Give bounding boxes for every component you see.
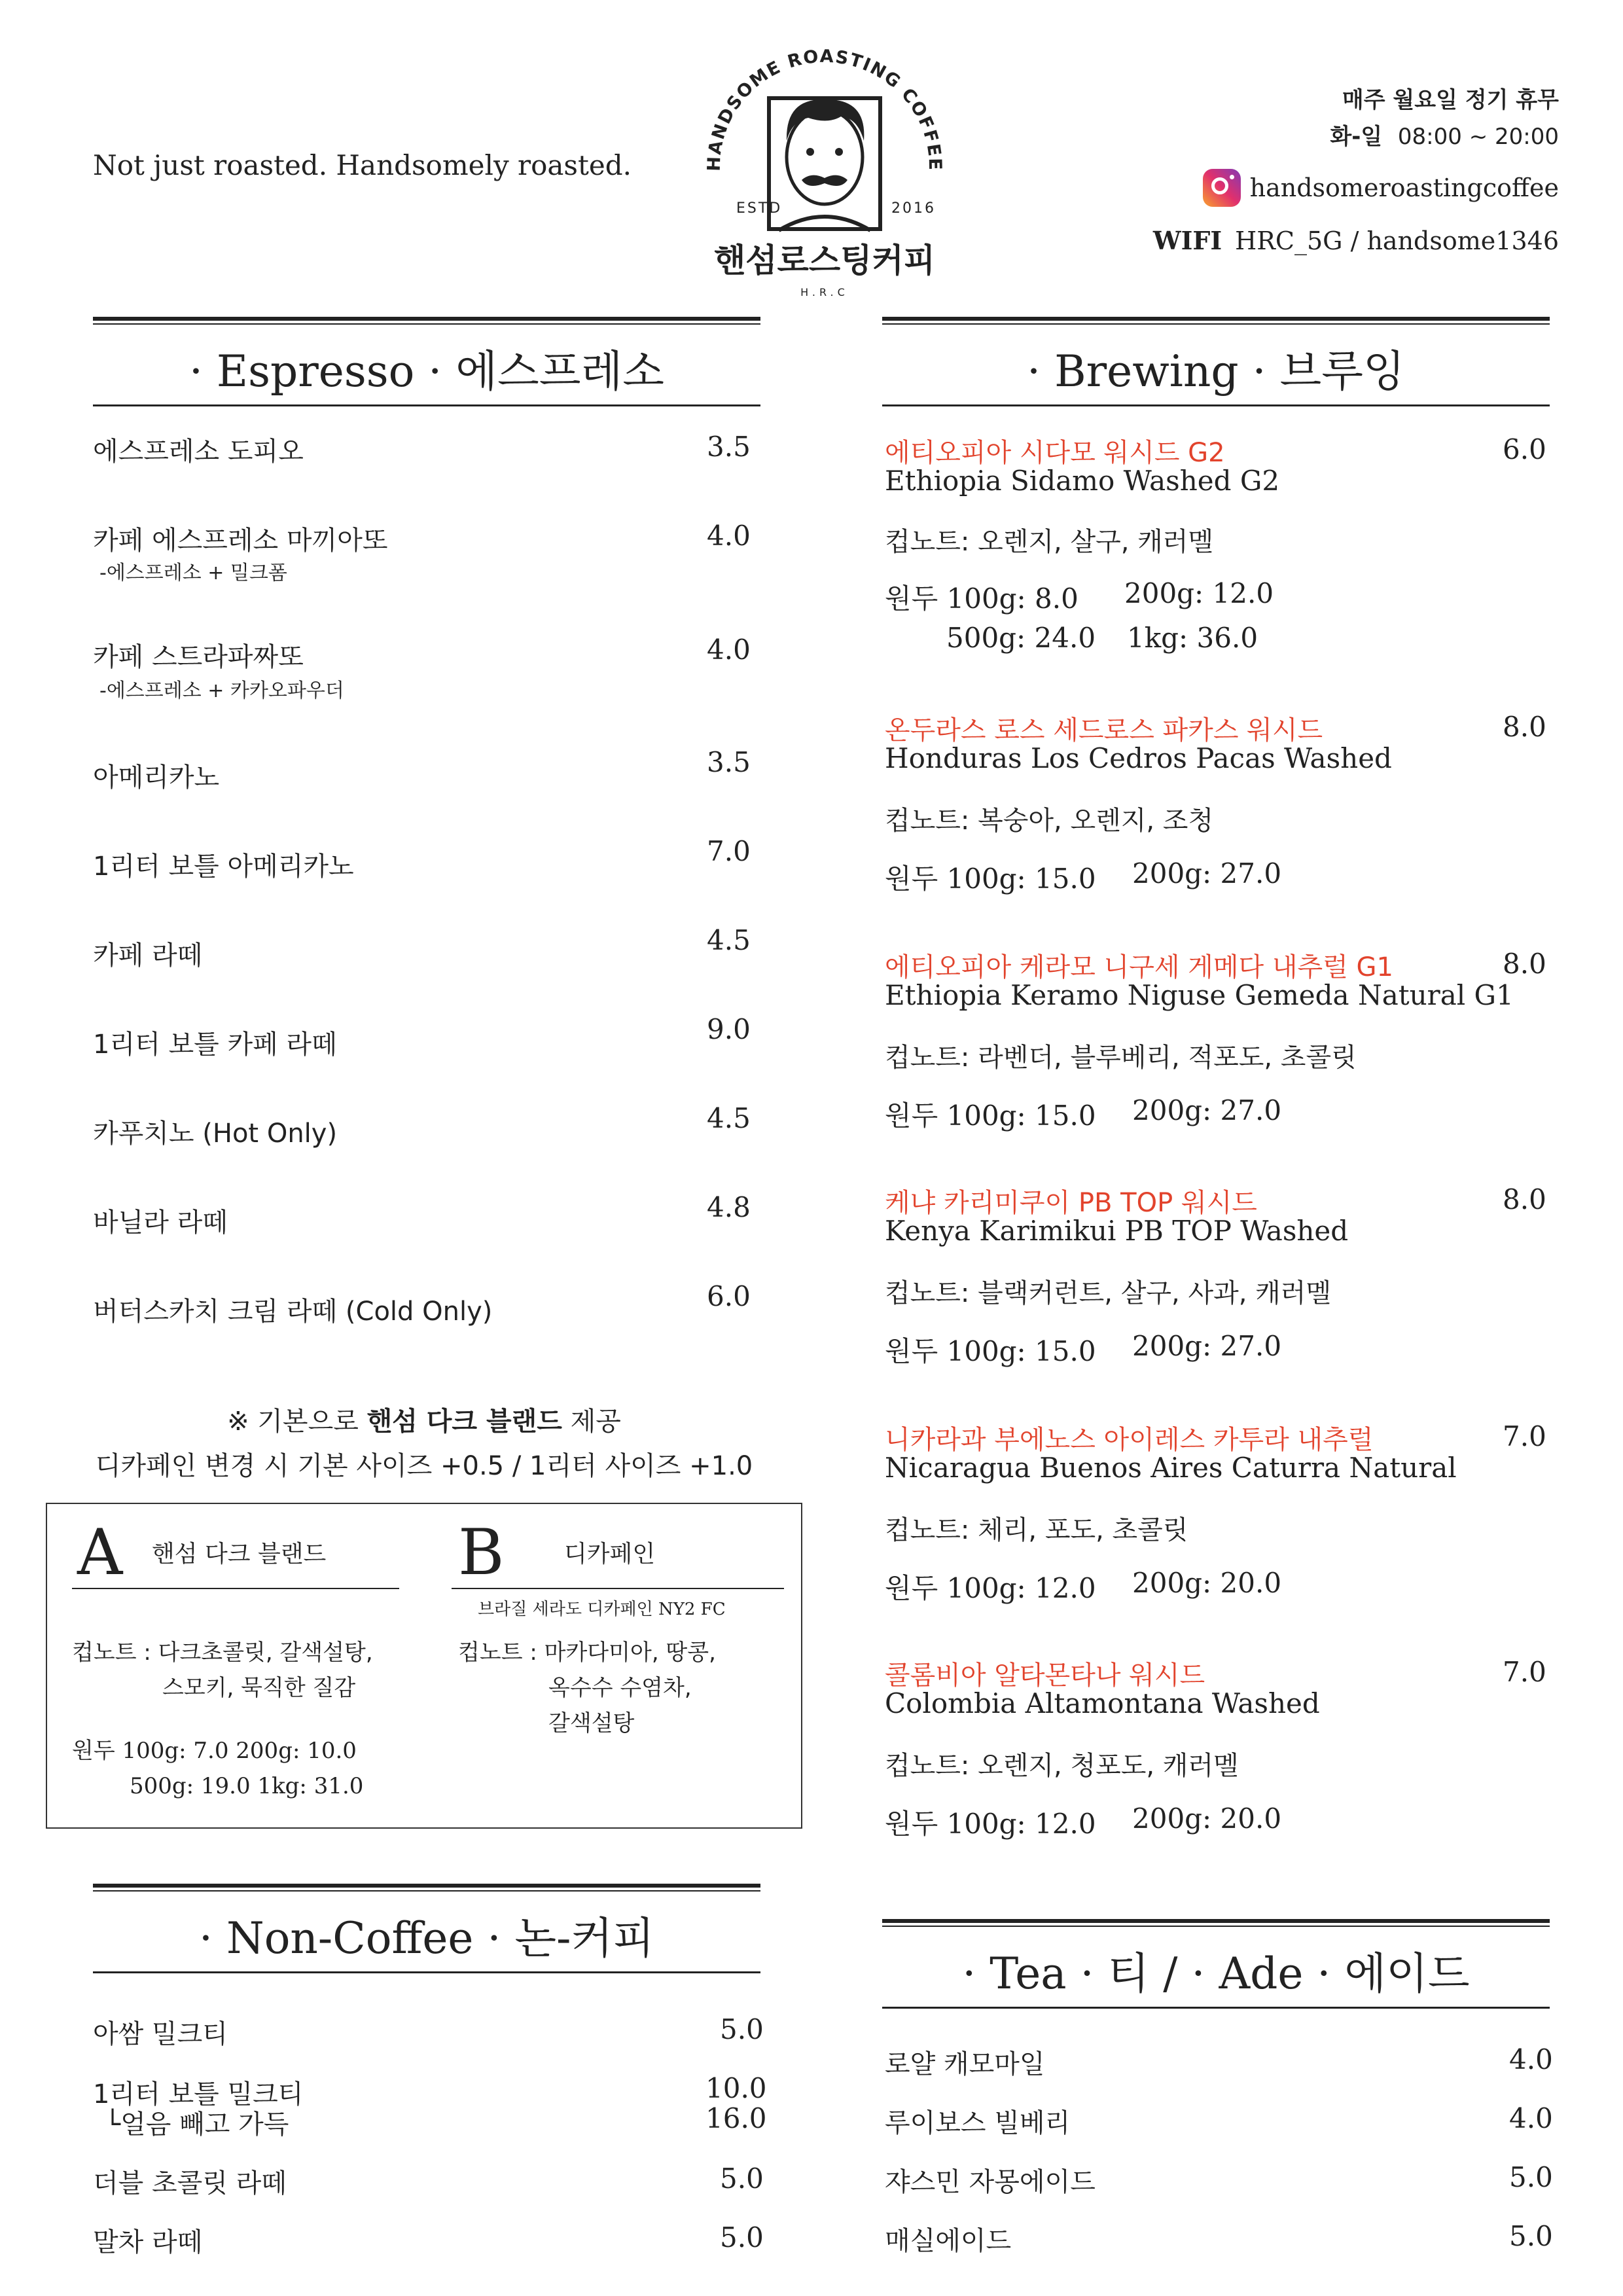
cup-notes: 컵노트: 오렌지, 살구, 캐러멜 <box>885 527 1214 557</box>
menu-item-description: -에스프레소 + 카카오파우더 <box>99 679 344 702</box>
cup-notes-line: 스모키, 묵직한 질감 <box>162 1675 356 1701</box>
wifi-label: WIFI <box>1152 226 1222 255</box>
wifi-value: HRC_5G / handsome1346 <box>1235 226 1559 255</box>
beans-price: 원두 100g: 15.0 <box>885 1100 1096 1132</box>
bean-name-english: Colombia Altamontana Washed <box>885 1687 1320 1719</box>
espresso-title: · Espresso · 에스프레소 <box>188 346 665 397</box>
bean-price: 8.0 <box>1503 1183 1546 1215</box>
menu-item-name: 아메리카노 <box>93 762 220 793</box>
menu-item-price: 5.0 <box>1509 2161 1553 2193</box>
menu-item-price: 3.5 <box>707 746 751 778</box>
bean-name-english: Nicaragua Buenos Aires Caturra Natural <box>885 1452 1457 1484</box>
menu-item-price: 4.0 <box>707 520 751 552</box>
menu-item-price: 10.0 <box>705 2072 767 2104</box>
bean-price: 7.0 <box>1503 1656 1546 1688</box>
bean-name-korean: 니카라과 부에노스 아이레스 카투라 내추럴 <box>885 1425 1374 1455</box>
menu-item-name: 1리터 보틀 밀크티 <box>93 2079 304 2109</box>
cup-notes-line: 옥수수 수염차, <box>548 1675 692 1701</box>
cup-notes-line: 갈색설탕 <box>548 1710 635 1736</box>
beans-price: 500g: 24.0 <box>946 622 1096 654</box>
divider <box>882 1919 1550 1927</box>
cup-notes: 컵노트: 복숭아, 오렌지, 조청 <box>885 806 1214 836</box>
menu-item-name: 1리터 보틀 아메리카노 <box>93 852 354 882</box>
wifi-info <box>1153 226 1559 255</box>
blend-b-letter: B <box>458 1516 505 1589</box>
logo-arc-text: HANDSOME ROASTING COFFEE <box>704 46 946 172</box>
note-prefix: ※ 기본으로 <box>227 1407 367 1437</box>
menu-item-price: 4.5 <box>707 1102 751 1134</box>
bean-price: 6.0 <box>1503 433 1546 465</box>
instagram-icon <box>1203 169 1241 207</box>
menu-item-name: 바닐라 라떼 <box>93 1208 228 1238</box>
menu-item-price: 5.0 <box>720 2221 764 2253</box>
tea-ade-title: · Tea · 티 / · Ade · 에이드 <box>962 1948 1470 1999</box>
bean-name-korean: 에티오피아 케라모 니구세 게메다 내추럴 G1 <box>885 952 1393 982</box>
logo-initials: H.R.C <box>800 286 849 298</box>
bean-name-english: Ethiopia Keramo Niguse Gemeda Natural G1 <box>885 979 1514 1011</box>
divider <box>882 2007 1550 2009</box>
beans-price: 원두 100g: 12.0 <box>885 1572 1096 1604</box>
menu-item-name: 루이보스 빌베리 <box>885 2108 1071 2138</box>
menu-item-description: -에스프레소 + 밀크폼 <box>99 562 287 584</box>
bean-price: 7.0 <box>1503 1420 1546 1452</box>
bean-name-korean: 온두라스 로스 세드로스 파카스 워시드 <box>885 715 1323 745</box>
menu-item-price: 4.5 <box>707 924 751 956</box>
bean-name-english: Kenya Karimikui PB TOP Washed <box>885 1215 1349 1247</box>
bean-name-english: Honduras Los Cedros Pacas Washed <box>885 742 1392 774</box>
bean-price: 8.0 <box>1503 948 1546 980</box>
menu-item-price: 16.0 <box>705 2102 767 2134</box>
blend-a-letter: A <box>77 1516 123 1589</box>
menu-item-price: 4.0 <box>1509 2043 1553 2075</box>
logo-estd: ESTD <box>736 200 783 217</box>
menu-item-name: 말차 라떼 <box>93 2227 203 2257</box>
menu-item-name: 아쌈 밀크티 <box>93 2019 228 2049</box>
beans-price: 200g: 27.0 <box>1132 1094 1282 1126</box>
cup-notes: 컵노트: 블랙커런트, 살구, 사과, 캐러멜 <box>885 1278 1332 1308</box>
menu-item-price: 5.0 <box>720 2013 764 2045</box>
menu-item-name: 버터스카치 크림 라떼 (Cold Only) <box>93 1297 493 1327</box>
menu-item-price: 5.0 <box>1509 2220 1553 2252</box>
menu-item-price: 4.0 <box>1509 2102 1553 2134</box>
menu-item-name: 카페 라떼 <box>93 941 203 971</box>
espresso-note-line2: 디카페인 변경 시 기본 사이즈 +0.5 / 1리터 사이즈 +1.0 <box>95 1451 753 1481</box>
blend-b-cup-notes <box>458 1635 716 1741</box>
beans-price: 200g: 12.0 <box>1124 577 1274 609</box>
menu-item-name: 매실에이드 <box>885 2226 1012 2256</box>
menu-item-price: 4.0 <box>707 634 751 666</box>
beans-price: 1kg: 36.0 <box>1127 622 1258 654</box>
blend-a-beans <box>72 1733 363 1804</box>
beans-price: 원두 100g: 8.0 <box>885 583 1079 615</box>
espresso-note <box>46 1399 802 1488</box>
logo-year: 2016 <box>891 200 936 217</box>
bean-name-korean: 케냐 카리미쿠이 PB TOP 워시드 <box>885 1188 1257 1218</box>
divider <box>93 317 760 325</box>
beans-price: 200g: 20.0 <box>1132 1803 1282 1835</box>
instagram-handle-row[interactable] <box>1203 169 1559 207</box>
cup-notes-line: 컵노트 : 마카다미아, 땅콩, <box>458 1640 716 1666</box>
logo <box>681 26 969 308</box>
menu-item-price: 5.0 <box>720 2162 764 2195</box>
mustache-man-icon <box>779 99 870 230</box>
menu-item-price: 4.8 <box>707 1191 751 1223</box>
beans-price-line: 500g: 19.0 1kg: 31.0 <box>130 1773 364 1799</box>
blend-b-origin: 브라질 세라도 디카페인 NY2 FC <box>478 1600 726 1619</box>
menu-item-name: 쟈스민 자몽에이드 <box>885 2167 1096 2197</box>
divider <box>452 1588 784 1589</box>
divider <box>93 1971 760 1973</box>
non-coffee-section-header <box>93 1884 760 1975</box>
note-blend-name: 핸섬 다크 블랜드 <box>366 1407 562 1437</box>
hours-line <box>1330 118 1559 155</box>
bean-name-english: Ethiopia Sidamo Washed G2 <box>885 465 1280 497</box>
divider <box>93 404 760 406</box>
menu-item-name: 에스프레소 도피오 <box>93 437 304 467</box>
instagram-handle: handsomeroastingcoffee <box>1249 173 1559 202</box>
menu-item-price: 9.0 <box>707 1013 751 1045</box>
menu-item-name: 카페 스트라파짜또 <box>93 642 304 672</box>
cup-notes: 컵노트: 오렌지, 청포도, 캐러멜 <box>885 1751 1239 1781</box>
brewing-title: · Brewing · 브루잉 <box>1027 346 1405 397</box>
cup-notes-line: 컵노트 : 다크초콜릿, 갈색설탕, <box>72 1640 373 1666</box>
hours-days: 화-일 <box>1330 124 1383 150</box>
menu-item-description: └얼음 빼고 가득 <box>105 2109 289 2140</box>
tea-ade-section-header <box>882 1919 1550 2011</box>
menu-item-price: 7.0 <box>707 835 751 867</box>
non-coffee-title: · Non-Coffee · 논-커피 <box>198 1913 654 1964</box>
beans-price: 원두 100g: 12.0 <box>885 1808 1096 1840</box>
bean-price: 8.0 <box>1503 711 1546 743</box>
opening-hours <box>1330 82 1559 155</box>
divider <box>882 317 1550 325</box>
logo-korean-name: 핸섬로스팅커피 <box>713 242 936 279</box>
menu-item-name: 1리터 보틀 카페 라떼 <box>93 1030 337 1060</box>
tagline: Not just roasted. Handsomely roasted. <box>93 149 632 181</box>
beans-price: 200g: 27.0 <box>1132 1330 1282 1362</box>
menu-item-price: 3.5 <box>707 431 751 463</box>
note-suffix: 제공 <box>562 1407 621 1437</box>
cup-notes: 컵노트: 체리, 포도, 초콜릿 <box>885 1515 1188 1545</box>
beans-price-line: 원두 100g: 7.0 200g: 10.0 <box>72 1738 357 1764</box>
blend-info-box <box>46 1503 802 1829</box>
brewing-section-header <box>882 317 1550 408</box>
divider <box>882 404 1550 406</box>
menu-item-price: 6.0 <box>707 1280 751 1312</box>
bean-name-korean: 에티오피아 시다모 워시드 G2 <box>885 438 1225 468</box>
hours-time: 08:00 ~ 20:00 <box>1397 124 1559 150</box>
blend-a-cup-notes <box>72 1635 373 1706</box>
menu-item-name: 더블 초콜릿 라떼 <box>93 2168 287 2198</box>
espresso-section-header <box>93 317 760 408</box>
beans-price: 원두 100g: 15.0 <box>885 1335 1096 1367</box>
espresso-note-line1 <box>46 1399 802 1444</box>
bean-name-korean: 콜롬비아 알타몬타나 워시드 <box>885 1660 1205 1691</box>
closed-notice: 매주 월요일 정기 휴무 <box>1342 87 1559 113</box>
beans-price: 200g: 27.0 <box>1132 857 1282 889</box>
menu-item-name: 카푸치노 (Hot Only) <box>93 1119 338 1149</box>
divider <box>93 1884 760 1892</box>
cup-notes: 컵노트: 라벤더, 블루베리, 적포도, 초콜릿 <box>885 1043 1357 1073</box>
logo-emblem <box>681 26 969 308</box>
blend-a-name: 핸섬 다크 블랜드 <box>152 1541 327 1568</box>
beans-price: 200g: 20.0 <box>1132 1567 1282 1599</box>
menu-item-name: 로얄 캐모마일 <box>885 2049 1045 2079</box>
blend-b-name: 디카페인 <box>564 1541 656 1568</box>
menu-item-name: 카페 에스프레소 마끼아또 <box>93 526 388 556</box>
divider <box>72 1588 399 1589</box>
beans-price: 원두 100g: 15.0 <box>885 863 1096 895</box>
